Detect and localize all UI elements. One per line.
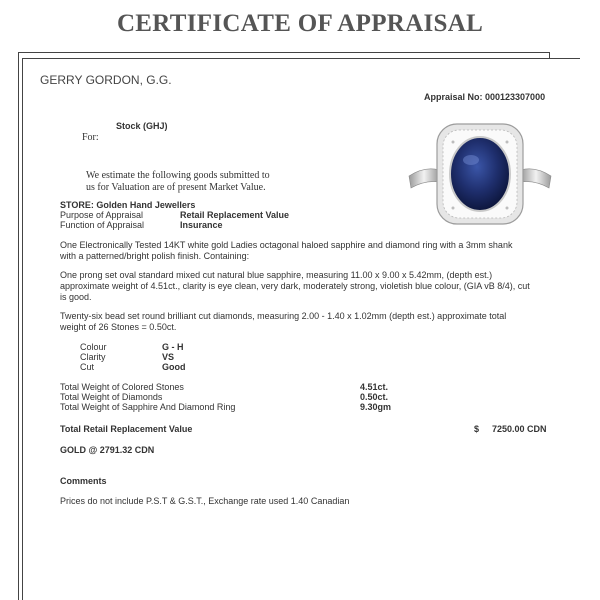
spec-label: Colour <box>80 342 107 352</box>
spec-label: Cut <box>80 362 95 372</box>
spec-label: Clarity <box>80 352 106 362</box>
appraisal-number: Appraisal No: 000123307000 <box>424 92 546 102</box>
description-diamonds: Twenty-six bead set round brilliant cut diamonds, measuring 2.00 - 1.40 x 1.02mm (depth est.) approximate total weight of 26 Stones = 0.50ct. <box>60 311 507 332</box>
border-left-outer <box>18 52 19 600</box>
weight-value: 0.50ct. <box>360 392 389 402</box>
total-currency: $ <box>474 424 480 434</box>
weight-value: 4.51ct. <box>360 382 389 392</box>
border-rule-inner <box>22 58 580 59</box>
weight-value: 9.30gm <box>360 402 392 412</box>
spec-value: Good <box>162 362 186 372</box>
ring-photo <box>405 118 555 228</box>
weight-label: Total Weight of Colored Stones <box>60 382 184 392</box>
comments-text: Prices do not include P.S.T & G.S.T., Exchange rate used 1.40 Canadian <box>60 496 350 506</box>
spec-value: VS <box>162 352 175 362</box>
weight-label: Total Weight of Diamonds <box>60 392 163 402</box>
comments-heading: Comments <box>60 476 107 486</box>
description-sapphire: One prong set oval standard mixed cut natural blue sapphire, measuring 11.00 x 9.00 x 5.42mm, (depth est.) approximate weight of 4.51ct., clarity is eye clean, very dark, moderately strong, violetish blue colour, (GIA vB 8/4), cut is good. <box>60 270 530 302</box>
border-rule-outer <box>18 52 550 53</box>
weight-label: Total Weight of Sapphire And Diamond Ring <box>60 402 236 412</box>
for-value: Stock (GHJ) <box>116 121 168 131</box>
for-label: For: <box>82 132 99 143</box>
total-value: 7250.00 CDN <box>492 424 547 434</box>
border-left-inner <box>22 58 23 600</box>
certificate-title: CERTIFICATE OF APPRAISAL <box>116 10 484 37</box>
store-name: STORE: Golden Hand Jewellers <box>60 200 196 210</box>
gold-price: GOLD @ 2791.32 CDN <box>60 445 155 455</box>
description-ring: One Electronically Tested 14KT white gold Ladies octagonal haloed sapphire and diamond ring with a 3mm shank with a patterned/bright polish finish. Containing: <box>60 240 513 261</box>
purpose-value: Retail Replacement Value <box>180 210 290 220</box>
spec-value: G - H <box>162 342 184 352</box>
intro-line-1: We estimate the following goods submitted to <box>86 170 270 181</box>
appraiser-name: GERRY GORDON, G.G. <box>40 73 172 87</box>
function-value: Insurance <box>180 220 223 230</box>
border-right-tick <box>549 52 550 58</box>
intro-line-2: us for Valuation are of present Market Value. <box>86 182 266 193</box>
total-label: Total Retail Replacement Value <box>60 424 193 434</box>
purpose-label: Purpose of Appraisal <box>60 210 144 220</box>
function-label: Function of Appraisal <box>60 220 145 230</box>
